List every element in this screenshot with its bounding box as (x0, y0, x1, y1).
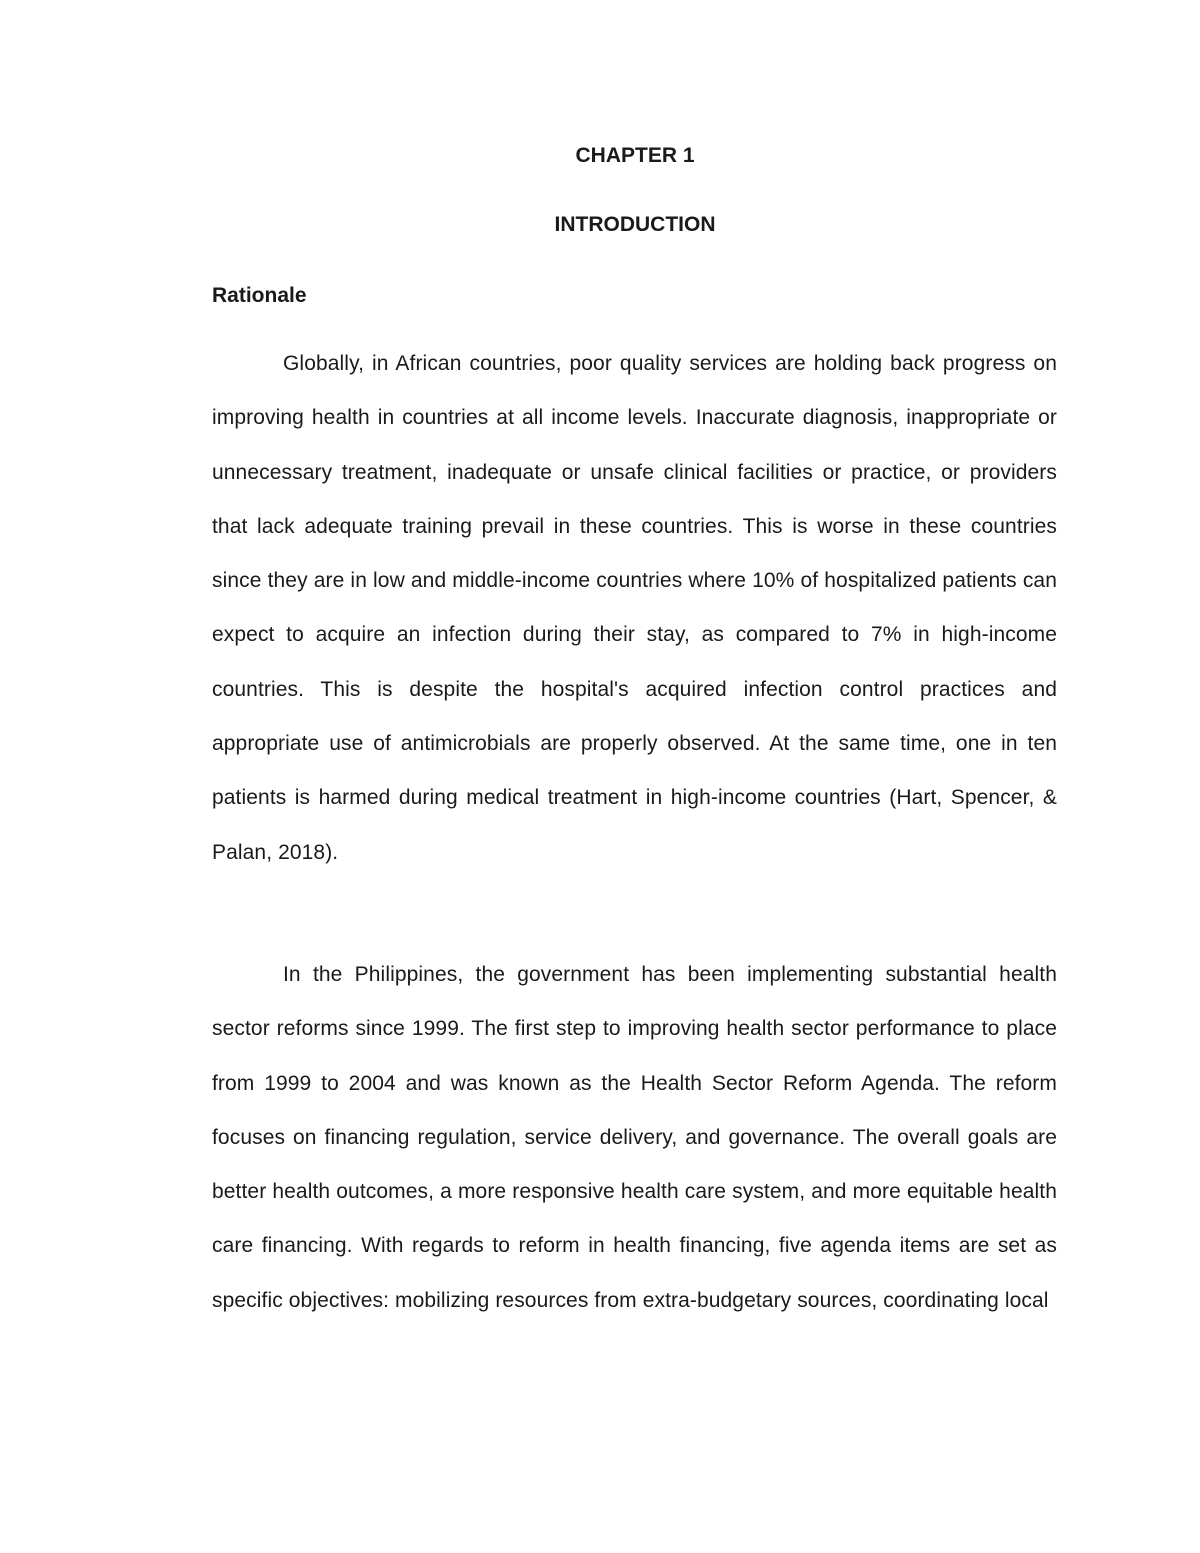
body-paragraph: Globally, in African countries, poor quality services are holding back progress on improving health in countries at all income levels. Inaccurate diagnosis, inappropriate or unnecessary treatment, inadequate or unsafe clinical facilities or practice, or providers that lack adequate training prevail in these countries. This is worse in these countries since they are in low and middle-income countries where 10% of hospitalized patients can expect to acquire an infection during their stay, as compared to 7% in high-income countries. This is despite the hospital's acquired infection control practices and appropriate use of antimicrobials are properly observed. At the same time, one in ten patients is harmed during medical treatment in high-income countries (Hart, Spencer, & Palan, 2018). (212, 352, 1057, 864)
chapter-number: CHAPTER 1 (575, 144, 695, 167)
body-paragraph: In the Philippines, the government has been implementing substantial health sector reforms since 1999. The first step to improving health sector performance to place from 1999 to 2004 and was known as the Health Sector Reform Agenda. The reform focuses on financing regulation, service delivery, and governance. The overall goals are better health outcomes, a more responsive health care system, and more equitable health care financing. With regards to reform in health financing, five agenda items are set as specific objectives: mobilizing resources from extra-budgetary sources, coordinating local (212, 963, 1057, 1312)
chapter-title: INTRODUCTION (554, 213, 716, 236)
section-heading: Rationale (212, 284, 307, 307)
